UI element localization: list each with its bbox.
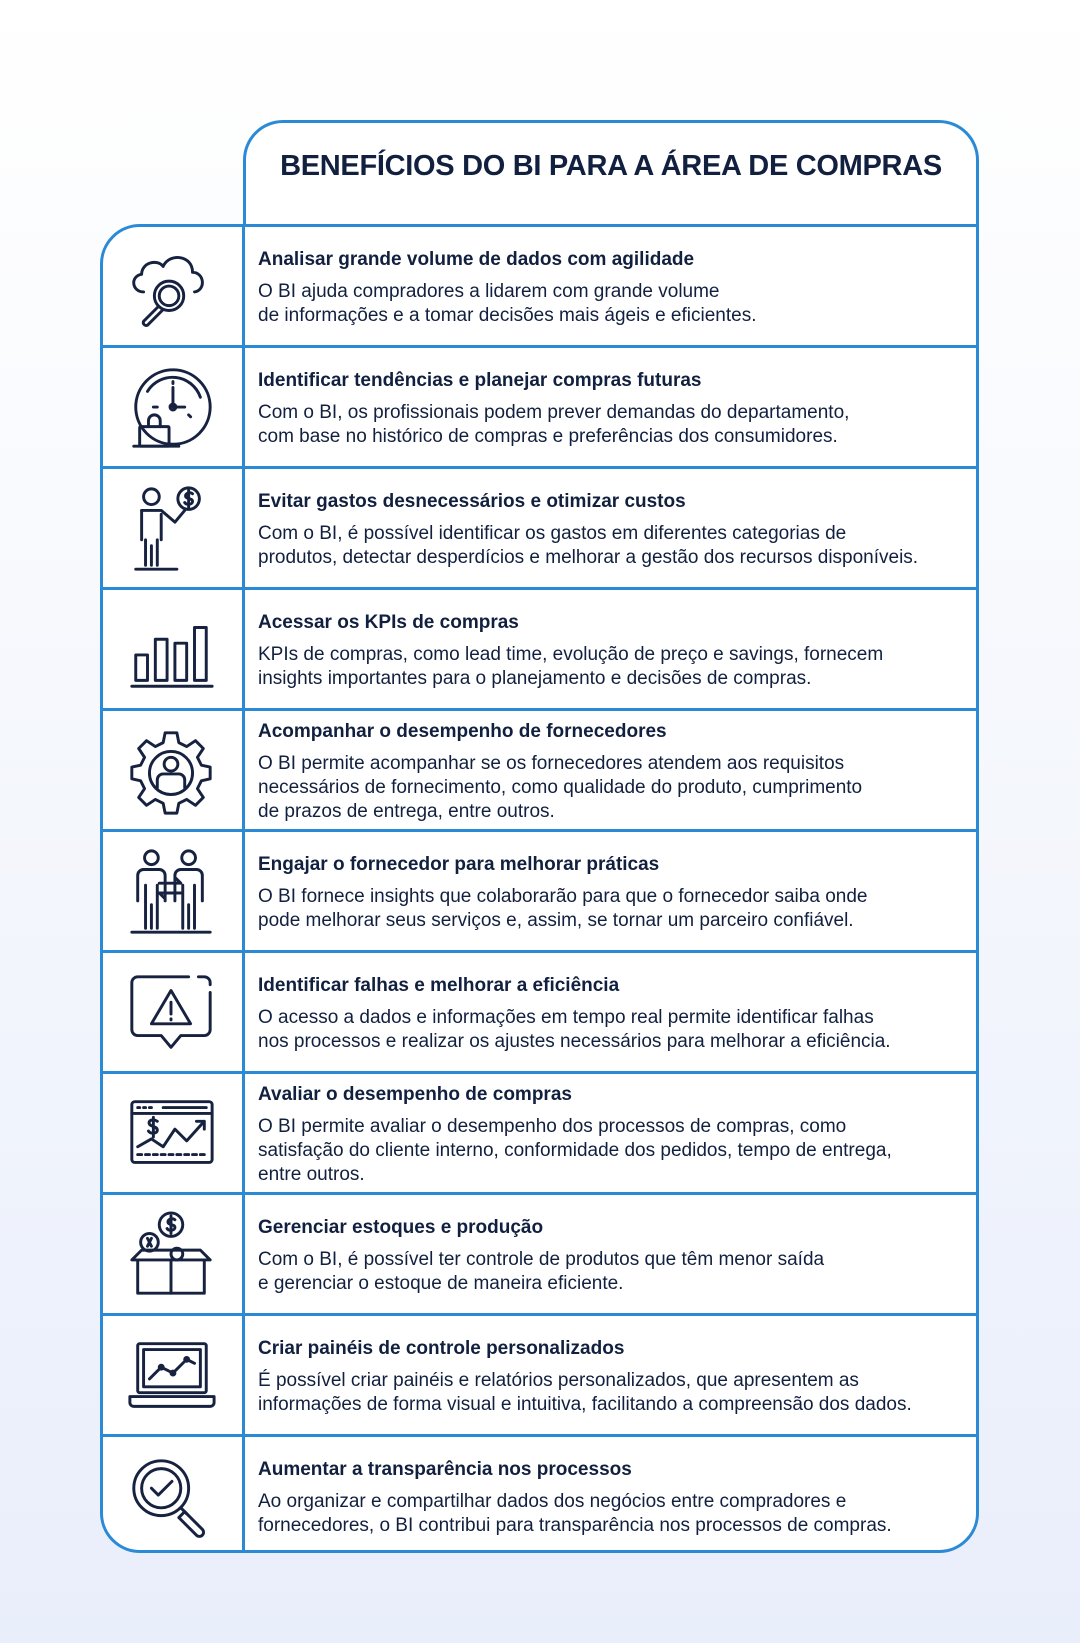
gear-person-icon (123, 725, 219, 819)
benefit-title: Criar painéis de controle personalizados (258, 1337, 625, 1359)
cloud-search-icon (123, 241, 219, 335)
benefits-table (100, 224, 979, 1553)
benefit-row-transparency (103, 1434, 976, 1553)
benefit-description: KPIs de compras, como lead time, evolução de preço e savings, fornecem insights importantes para o planejamento e decisões de compras. (258, 643, 884, 689)
page-title: BENEFÍCIOS DO BI PARA A ÁREA DE COMPRAS (280, 150, 942, 182)
benefit-title: Identificar tendências e planejar compras futuras (258, 369, 702, 391)
laptop-chart-icon (123, 1330, 219, 1424)
benefit-title: Analisar grande volume de dados com agilidade (258, 248, 695, 270)
benefit-row-trends (103, 345, 976, 469)
benefit-description: O acesso a dados e informações em tempo real permite identificar falhas nos processos e realizar os ajustes necessários para melhorar a eficiência. (258, 1006, 891, 1052)
benefit-title: Identificar falhas e melhorar a eficiência (258, 974, 620, 996)
warning-message-icon (123, 967, 219, 1061)
benefit-row-engage-supplier (103, 829, 976, 953)
benefit-description: É possível criar painéis e relatórios personalizados, que apresentem as informações de forma visual e intuitiva, facilitando a compreensão dos dados. (258, 1369, 912, 1415)
benefit-row-dashboards (103, 1313, 976, 1437)
benefit-row-evaluate-purchases (103, 1071, 976, 1195)
clock-bag-icon (123, 362, 219, 456)
benefit-description: Com o BI, é possível identificar os gastos em diferentes categorias de produtos, detectar desperdícios e melhorar a gestão dos recursos disponíveis. (258, 522, 919, 568)
benefit-row-failures (103, 950, 976, 1074)
benefit-description: O BI permite avaliar o desempenho dos processos de compras, como satisfação do cliente interno, conformidade dos pedidos, tempo de entrega, entre outros. (258, 1115, 892, 1185)
benefit-description: Com o BI, é possível ter controle de produtos que têm menor saída e gerenciar o estoque de maneira eficiente. (258, 1248, 825, 1294)
benefit-row-stock (103, 1192, 976, 1316)
benefit-title: Avaliar o desempenho de compras (258, 1083, 572, 1105)
benefit-row-kpis (103, 587, 976, 711)
benefit-title: Evitar gastos desnecessários e otimizar custos (258, 490, 686, 512)
benefit-row-data-volume (103, 227, 976, 348)
magnifier-check-icon (123, 1451, 219, 1545)
benefit-title: Acessar os KPIs de compras (258, 611, 519, 633)
benefit-row-suppliers-performance (103, 708, 976, 832)
people-exchange-icon (123, 846, 219, 940)
benefit-description: O BI ajuda compradores a lidarem com grande volume de informações e a tomar decisões mais ágeis e eficientes. (258, 280, 757, 326)
benefit-description: Com o BI, os profissionais podem prever demandas do departamento, com base no histórico de compras e preferências dos consumidores. (258, 401, 850, 447)
person-money-icon (123, 483, 219, 577)
benefit-title: Acompanhar o desempenho de fornecedores (258, 720, 667, 742)
benefit-title: Engajar o fornecedor para melhorar práticas (258, 853, 660, 875)
box-coins-icon (123, 1209, 219, 1303)
benefit-description: O BI fornece insights que colaborarão para que o fornecedor saiba onde pode melhorar seus serviços e, assim, se tornar um parceiro confiável. (258, 885, 868, 931)
benefit-title: Gerenciar estoques e produção (258, 1216, 544, 1238)
benefit-description: Ao organizar e compartilhar dados dos negócios entre compradores e fornecedores, o BI contribui para transparência nos processos de compras. (258, 1490, 892, 1536)
benefit-description: O BI permite acompanhar se os fornecedores atendem aos requisitos necessários de fornecimento, como qualidade do produto, cumprimento de prazos de entrega, entre outros. (258, 752, 863, 822)
benefit-row-costs (103, 466, 976, 590)
bar-chart-icon (123, 604, 219, 698)
browser-chart-icon (123, 1088, 219, 1182)
benefit-title: Aumentar a transparência nos processos (258, 1458, 632, 1480)
